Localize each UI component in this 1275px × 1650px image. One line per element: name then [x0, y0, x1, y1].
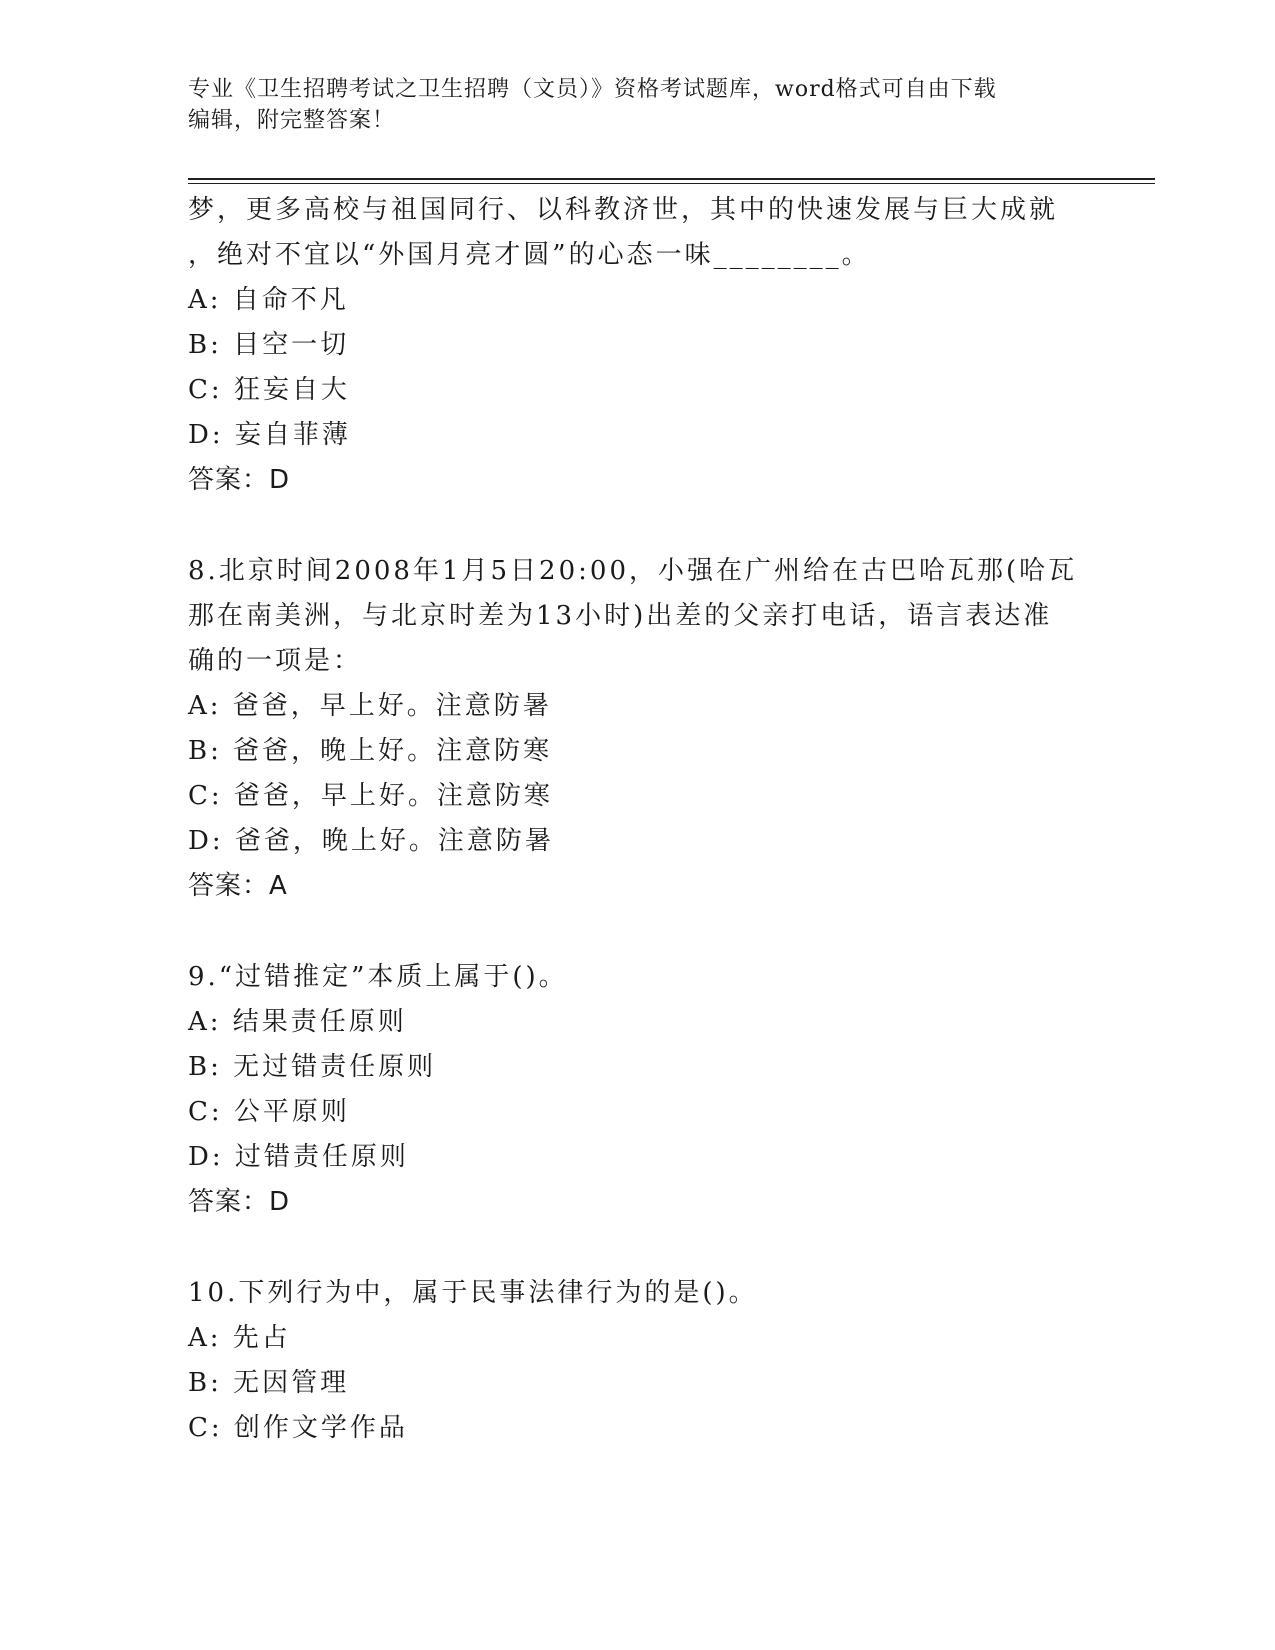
question-stem-line: ，绝对不宜以“外国月亮才圆”的心态一味________。	[188, 240, 871, 270]
answer-option: D: 爸爸，晚上好。注意防暑	[188, 826, 554, 856]
answer-key: 答案：D	[188, 465, 291, 495]
question-stem-line: 确的一项是：	[188, 646, 363, 676]
question-block	[188, 955, 1088, 1225]
header-line-1: 专业《卫生招聘考试之卫生招聘（文员）》资格考试题库，word格式可自由下载	[188, 77, 997, 102]
question-block	[188, 1271, 1088, 1451]
header-line-2: 编辑，附完整答案！	[188, 108, 396, 133]
header-rule-thin	[188, 183, 1155, 184]
question-stem-line: 那在南美洲，与北京时差为13小时)出差的父亲打电话，语言表达准	[188, 601, 1053, 631]
answer-option: B: 目空一切	[188, 330, 350, 360]
answer-option: A: 先占	[188, 1323, 291, 1353]
answer-option: A: 爸爸，早上好。注意防暑	[188, 691, 552, 721]
answer-option: A: 自命不凡	[188, 285, 349, 315]
answer-option: C: 爸爸，早上好。注意防寒	[188, 781, 553, 811]
question-block	[188, 188, 1088, 503]
document-header	[188, 74, 1088, 136]
answer-option: B: 无过错责任原则	[188, 1052, 437, 1082]
answer-option: B: 爸爸，晚上好。注意防寒	[188, 736, 553, 766]
answer-option: D: 过错责任原则	[188, 1142, 409, 1172]
header-rule-thick	[188, 178, 1155, 180]
question-stem-line: 8.北京时间2008年1月5日20:00，小强在广州给在古巴哈瓦那(哈瓦	[188, 556, 1078, 586]
answer-option: C: 创作文学作品	[188, 1413, 408, 1443]
question-block	[188, 549, 1088, 909]
question-stem-line: 梦，更多高校与祖国同行、以科教济世，其中的快速发展与巨大成就	[188, 195, 1059, 225]
question-list	[188, 188, 1088, 1451]
answer-option: C: 狂妄自大	[188, 375, 350, 405]
answer-option: D: 妄自菲薄	[188, 420, 351, 450]
answer-option: C: 公平原则	[188, 1097, 350, 1127]
answer-key: 答案：A	[188, 871, 288, 901]
question-stem-line: 10.下列行为中，属于民事法律行为的是()。	[188, 1278, 758, 1308]
question-stem-line: 9.“过错推定”本质上属于()。	[188, 962, 568, 992]
answer-option: A: 结果责任原则	[188, 1007, 407, 1037]
answer-key: 答案：D	[188, 1187, 291, 1217]
answer-option: B: 无因管理	[188, 1368, 350, 1398]
